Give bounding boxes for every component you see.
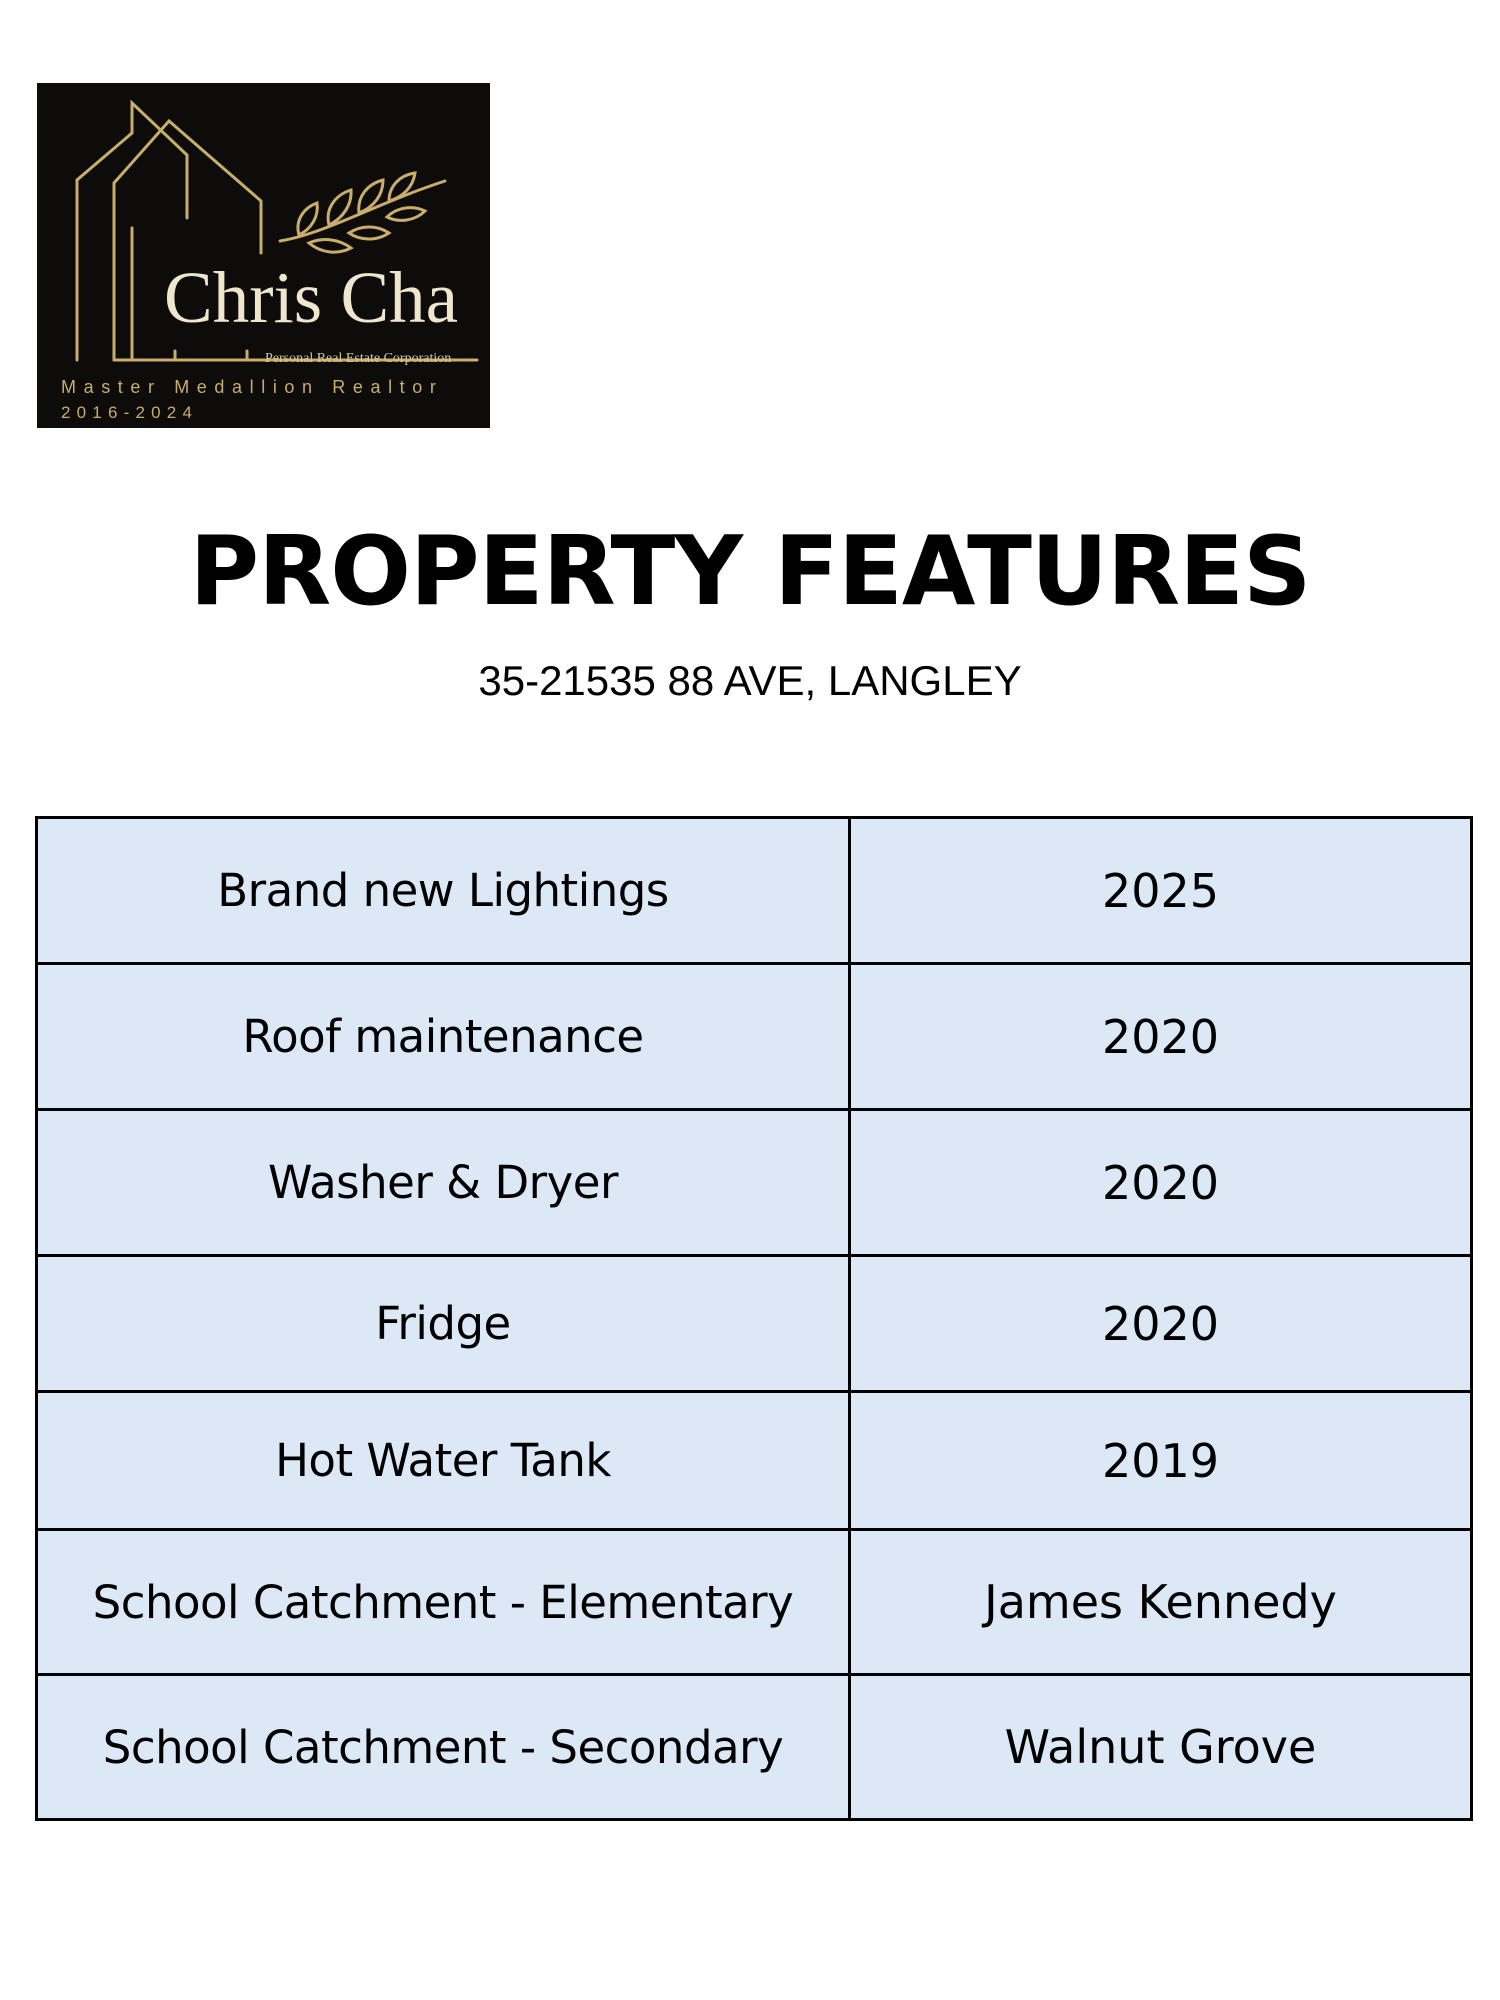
value-cell: 2025 <box>850 818 1472 964</box>
logo-years: 2016-2024 <box>61 403 199 422</box>
table-row <box>37 1256 1472 1392</box>
logo-corporation: Personal Real Estate Corporation <box>265 351 452 366</box>
value-cell: 2020 <box>850 1110 1472 1256</box>
value-cell: James Kennedy <box>850 1530 1472 1675</box>
table-row <box>37 1530 1472 1675</box>
page-title: PROPERTY FEATURES <box>189 517 1311 627</box>
logo-name: Chris Cha <box>164 257 459 338</box>
logo-tagline: Master Medallion Realtor <box>61 377 444 397</box>
brand-logo <box>37 83 490 428</box>
value-cell: 2020 <box>850 1256 1472 1392</box>
feature-cell: Brand new Lightings <box>37 818 850 964</box>
feature-cell: School Catchment - Elementary <box>37 1530 850 1675</box>
feature-cell: Roof maintenance <box>37 964 850 1110</box>
table-row <box>37 1110 1472 1256</box>
value-cell: 2020 <box>850 964 1472 1110</box>
feature-cell: Hot Water Tank <box>37 1392 850 1530</box>
features-table <box>35 816 1473 1821</box>
feature-cell: School Catchment - Secondary <box>37 1675 850 1820</box>
table-row <box>37 1675 1472 1820</box>
value-cell: Walnut Grove <box>850 1675 1472 1820</box>
feature-cell: Washer & Dryer <box>37 1110 850 1256</box>
property-address: 35-21535 88 AVE, LANGLEY <box>478 657 1022 704</box>
value-cell: 2019 <box>850 1392 1472 1530</box>
table-row <box>37 1392 1472 1530</box>
table-row <box>37 964 1472 1110</box>
feature-cell: Fridge <box>37 1256 850 1392</box>
table-row <box>37 818 1472 964</box>
